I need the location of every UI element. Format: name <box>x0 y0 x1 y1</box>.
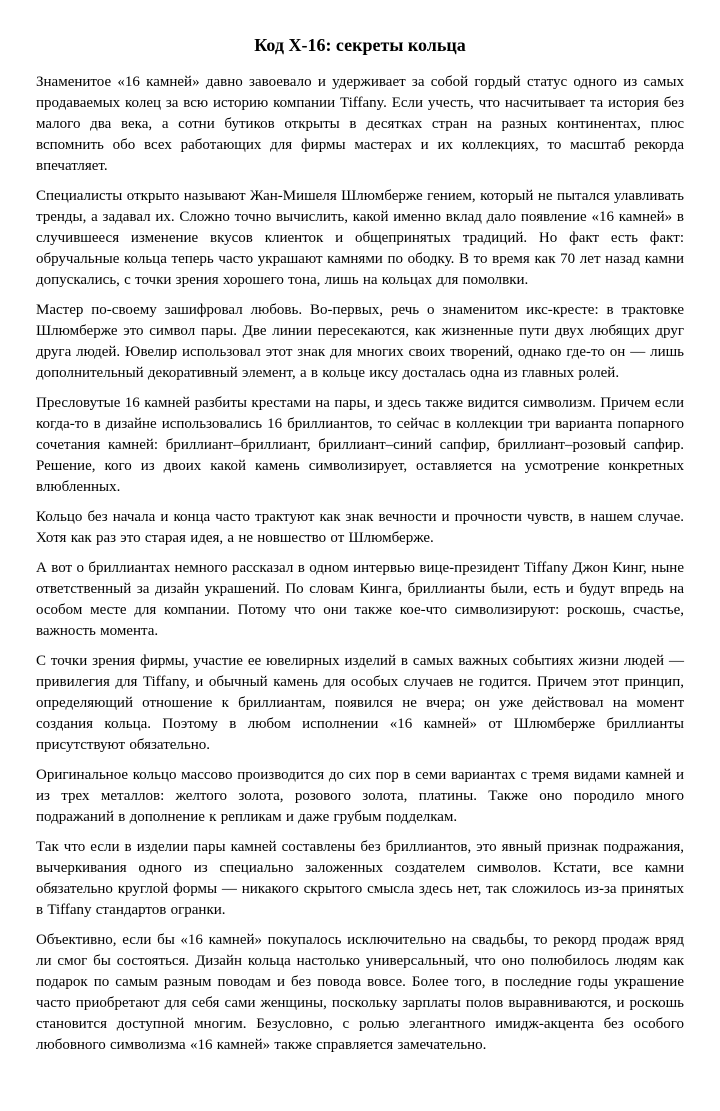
paragraph-john-king-interview: А вот о бриллиантах немного рассказал в одном интервью вице-президент Tiffany Джон Кинг, ныне ответственный за дизайн украшений. По словам Кинга, бриллианты были, есть и будут впредь на особом месте для компании. Потому что они также кое-что символизируют: роскошь, счастье, важность момента. <box>36 560 684 639</box>
paragraph-eternity-ring: Кольцо без начала и конца часто трактуют как знак вечности и прочности чувств, в нашем случае. Хотя как раз это старая идея, а не новшество от Шлюмберже. <box>36 509 684 546</box>
document-title: Код X-16: секреты кольца <box>254 35 466 55</box>
paragraph-schlumberger-genius: Специалисты открыто называют Жан-Мишеля Шлюмберже гением, который не пытался улавливать тренды, а задавал их. Сложно точно вычислить, какой именно вклад дало появление «16 камней» в случившееся изменение вкусов клиенток и общепринятых традиций. Но факт есть факт: обручальные кольца теперь часто украшают камнями по ободку. В то время как 70 лет назад камни допускались, с точки зрения хорошего тона, лишь на кольцах для помолвки. <box>36 188 684 288</box>
paragraph-stone-pairs: Пресловутые 16 камней разбиты крестами на пары, и здесь также видится символизм. Причем если когда-то в дизайне использовались 16 бриллиантов, то сейчас в коллекции три варианта попарного сочетания камней: бриллиант–бриллиант, бриллиант–синий сапфир, бриллиант–розовый сапфир. Решение, кого из двоих какой камень символизирует, оставляется на усмотрение конкретных влюбленных. <box>36 395 684 495</box>
paragraph-ring-variants: Оригинальное кольцо массово производится до сих пор в семи вариантах с тремя видами камней и из трех металлов: желтого золота, розового золота, платины. Также оно породило много подражаний в дополнение к репликам и даже грубым подделкам. <box>36 767 684 825</box>
paragraph-intro: Знаменитое «16 камней» давно завоевало и удерживает за собой гордый статус одного из самых продаваемых колец за всю историю компании Tiffany. Если учесть, что насчитывает та история без малого два века, а сотни бутиков открыты в десятках стран на разных континентах, плюс вспомнить обо всех работающих для фирмы мастерах и их коллекциях, то масштаб рекорда впечатляет. <box>36 74 684 174</box>
paragraph-imitation-signs: Так что если в изделии пары камней составлены без бриллиантов, это явный признак подражания, вычеркивания одного из специально заложенных создателем символов. Кстати, все камни обязательно круглой формы — никакого скрытого смысла здесь нет, так сложилось из-за принятых в Tiffany стандартов огранки. <box>36 839 684 918</box>
paragraph-diamond-principle: С точки зрения фирмы, участие ее ювелирных изделий в самых важных событиях жизни людей — привилегия для Tiffany, и обычный камень для особых случаев не годится. Причем этот принцип, определяющий отношение к бриллиантам, появился не вчера; он уже действовал на момент создания кольца. Поэтому в любом исполнении «16 камней» от Шлюмберже бриллианты присутствуют обязательно. <box>36 653 684 753</box>
paragraph-x-cross-symbol: Мастер по-своему зашифровал любовь. Во-первых, речь о знаменитом икс-кресте: в трактовке Шлюмберже это символ пары. Две линии пересекаются, как жизненные пути двух любящих друг друга людей. Ювелир использовал этот знак для многих своих творений, однако где-то он — лишь дополнительный декоративный элемент, а в кольце иксу досталась одна из главных ролей. <box>36 302 684 381</box>
paragraph-universal-design: Объективно, если бы «16 камней» покупалось исключительно на свадьбы, то рекорд продаж вряд ли смог бы состояться. Дизайн кольца настолько универсальный, что оно полюбилось людям как подарок по самым разным поводам и без повода вовсе. Более того, в последние годы украшение часто приобретают для себя сами женщины, поскольку зарплаты полов выравниваются, и роскошь становится доступной многим. Безусловно, с ролью элегантного имидж-акцента без особого любовного символизма «16 камней» также справляется замечательно. <box>36 932 684 1053</box>
